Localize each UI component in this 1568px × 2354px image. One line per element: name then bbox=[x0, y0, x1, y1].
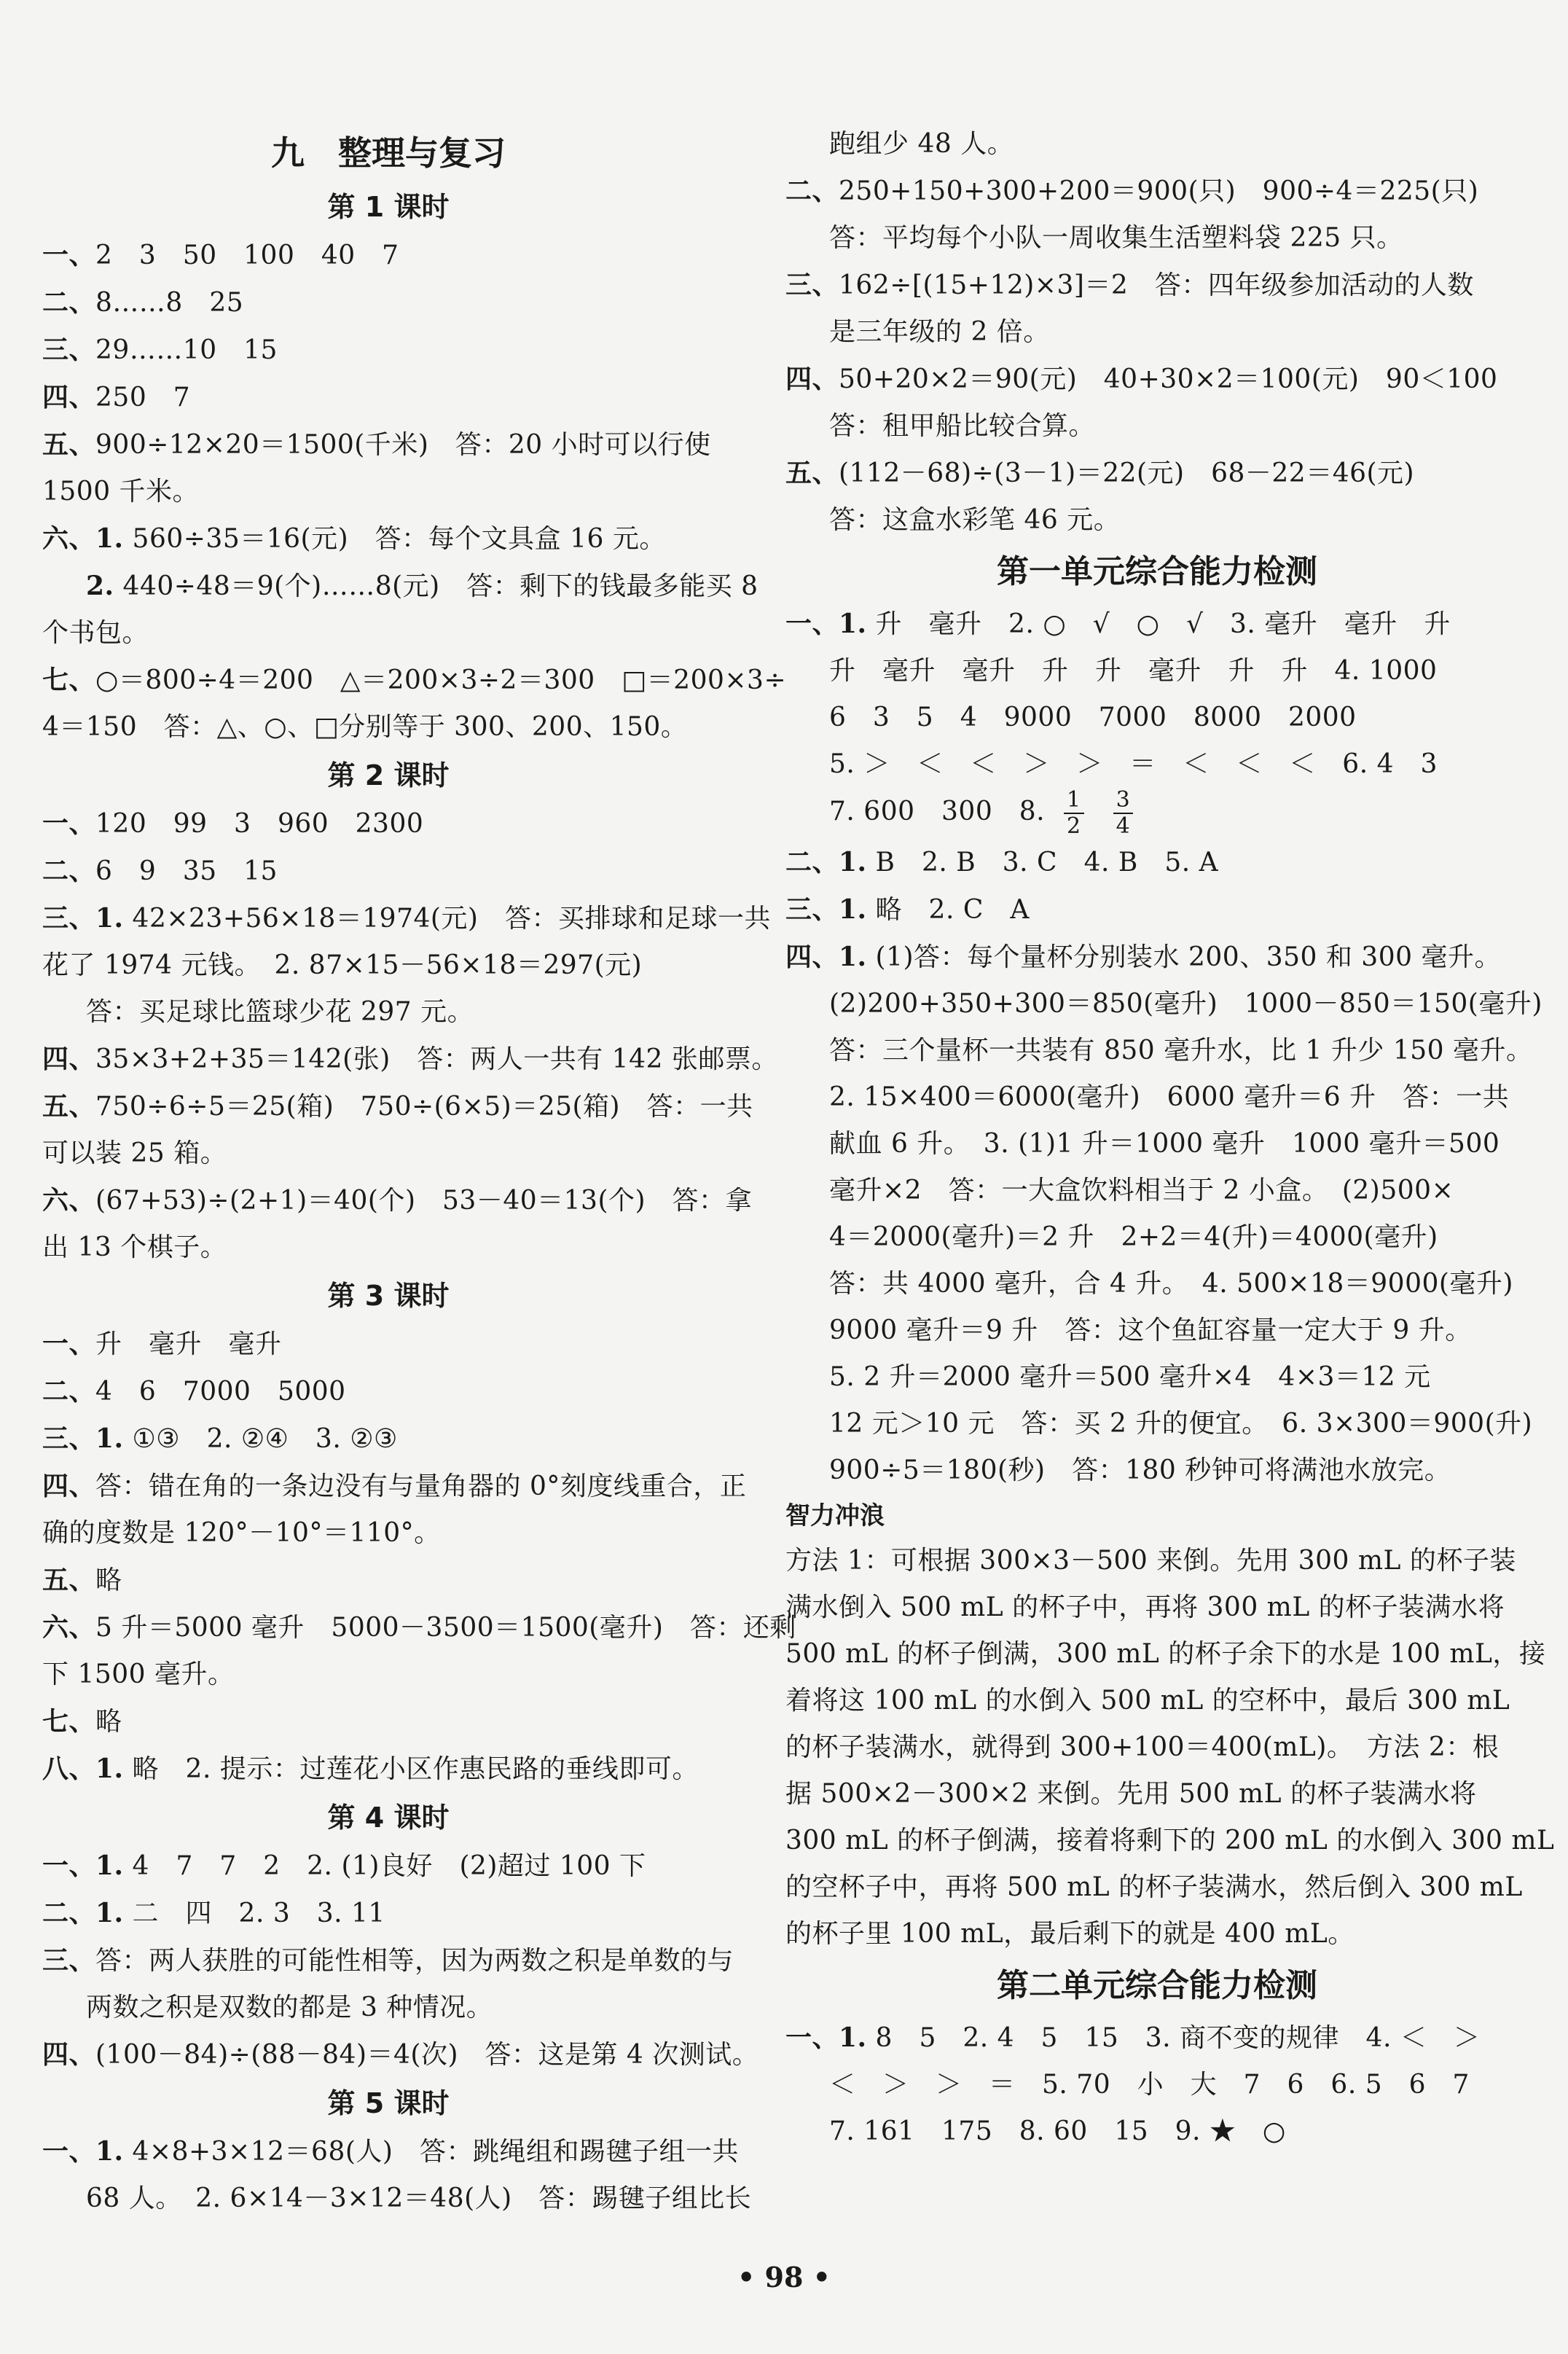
answer-text: 是三年级的 2 倍。 bbox=[829, 317, 1050, 347]
answer-line bbox=[42, 895, 771, 942]
puzzle-line: 满水倒入 500 mL 的杯子中，再将 300 mL 的杯子装满水将 bbox=[785, 1592, 1505, 1622]
question-label: 二、1. bbox=[42, 1898, 124, 1928]
fraction-1-numerator: 1 bbox=[1064, 788, 1084, 814]
answer-text: 1500 千米。 bbox=[42, 477, 200, 507]
question-label: 三、 bbox=[42, 335, 96, 365]
answer-line bbox=[42, 1036, 778, 1083]
answer-text: B 2. B 3. C 4. B 5. A bbox=[866, 848, 1219, 877]
answer-text: 9000 毫升＝9 升 答：这个鱼缸容量一定大于 9 升。 bbox=[829, 1315, 1472, 1345]
answer-text: 答：租甲船比较合算。 bbox=[829, 411, 1096, 441]
answer-line bbox=[42, 1321, 734, 1368]
answer-line bbox=[785, 981, 1542, 1028]
answer-line bbox=[42, 1985, 734, 2031]
answer-text: 花了 1974 元钱。 2. 87×15－56×18＝297(元) bbox=[42, 950, 643, 980]
answer-line bbox=[42, 1463, 747, 1510]
answer-text: 35×3+2+35＝142(张) 答：两人一共有 142 张邮票。 bbox=[95, 1044, 778, 1074]
answer-line bbox=[42, 2031, 759, 2079]
answer-text: 献血 6 升。 3. (1)1 升＝1000 毫升 1000 毫升＝500 bbox=[829, 1129, 1500, 1159]
question-label: 二、 bbox=[785, 176, 839, 206]
question-label: 一、 bbox=[42, 808, 96, 839]
unit-2-body bbox=[785, 2014, 1529, 2155]
answer-line bbox=[785, 168, 1529, 215]
puzzle-line: 的空杯子中，再将 500 mL 的杯子装满水，然后倒入 300 mL bbox=[785, 1872, 1523, 1902]
question-label: 六、 bbox=[42, 1612, 96, 1643]
answer-text: 升 毫升 2. ○ √ ○ √ 3. 毫升 毫升 升 bbox=[866, 609, 1451, 639]
lesson-1-body bbox=[42, 232, 787, 751]
answer-line bbox=[42, 469, 734, 515]
answer-line bbox=[785, 121, 1529, 168]
answer-text: 毫升×2 答：一大盒饮料相当于 2 小盒。 (2)500× bbox=[829, 1176, 1454, 1205]
answer-line bbox=[42, 800, 734, 848]
answer-text: 下 1500 毫升。 bbox=[42, 1659, 235, 1689]
answer-text: 答：两人获胜的可能性相等，因为两数之积是单数的与 bbox=[95, 1946, 734, 1976]
answer-line bbox=[42, 374, 734, 421]
question-label: 一、 bbox=[42, 1329, 96, 1359]
question-label: 三、1. bbox=[42, 1423, 124, 1454]
answer-text: 确的度数是 120°－10°＝110°。 bbox=[42, 1518, 441, 1548]
answer-line bbox=[42, 1557, 734, 1604]
answer-text: 900÷12×20＝1500(千米) 答：20 小时可以行使 bbox=[95, 430, 711, 460]
question-label: 二、 bbox=[42, 287, 96, 318]
fraction-three-quarters bbox=[1113, 788, 1134, 839]
unit-1-body-a bbox=[785, 601, 1529, 788]
answer-text: 升 毫升 毫升 bbox=[95, 1329, 282, 1359]
answer-line bbox=[785, 1121, 1529, 1168]
answer-text: 440÷48＝9(个)……8(元) 答：剩下的钱最多能买 8 bbox=[114, 571, 758, 601]
lesson-4-title: 第 4 课时 bbox=[327, 1802, 450, 1834]
answer-text: 个书包。 bbox=[42, 618, 149, 648]
question-label: 五、 bbox=[42, 429, 96, 460]
fraction-2-numerator: 3 bbox=[1113, 788, 1134, 814]
answer-line bbox=[42, 848, 734, 895]
question-label: 一、1. bbox=[42, 1850, 124, 1881]
question-label: 四、 bbox=[42, 382, 96, 412]
answer-text: 答：平均每个小队一周收集生活塑料袋 225 只。 bbox=[829, 223, 1403, 253]
fraction-1-denominator: 2 bbox=[1067, 813, 1081, 839]
question-label: 五、 bbox=[785, 458, 839, 488]
answer-text: (2)200+350+300＝850(毫升) 1000－850＝150(毫升) bbox=[829, 989, 1542, 1019]
answer-text: 2 3 50 100 40 7 bbox=[95, 241, 399, 270]
chapter-title: 九 整理与复习 bbox=[271, 133, 506, 173]
answer-line bbox=[42, 232, 734, 279]
fraction-line-prefix: 7. 600 300 8. bbox=[829, 797, 1046, 826]
answer-text: 4＝2000(毫升)＝2 升 2+2＝4(升)＝4000(毫升) bbox=[829, 1222, 1438, 1252]
answer-text: (1)答：每个量杯分别装水 200、350 和 300 毫升。 bbox=[866, 942, 1501, 972]
question-label: 四、 bbox=[785, 364, 839, 394]
answer-text: ①③ 2. ②④ 3. ②③ bbox=[123, 1424, 398, 1454]
lesson-3-body bbox=[42, 1321, 796, 1793]
answer-text: 答：买足球比篮球少花 297 元。 bbox=[86, 997, 474, 1027]
question-label: 五、 bbox=[42, 1565, 96, 1595]
lesson-2-title: 第 2 课时 bbox=[327, 759, 450, 791]
answer-text: 29……10 15 bbox=[95, 335, 278, 365]
puzzle-line: 方法 1：可根据 300×3－500 来倒。先用 300 mL 的杯子装 bbox=[785, 1546, 1516, 1576]
answer-line bbox=[785, 839, 1529, 886]
answer-text: 8 5 2. 4 5 15 3. 商不变的规律 4. ＜ ＞ bbox=[866, 2023, 1481, 2053]
answer-text: 出 13 个棋子。 bbox=[42, 1232, 227, 1262]
answer-line bbox=[42, 704, 734, 751]
answer-line bbox=[42, 1083, 753, 1130]
answer-text: 两数之积是双数的都是 3 种情况。 bbox=[86, 1993, 493, 2022]
answer-text: 12 元＞10 元 答：买 2 升的便宜。 6. 3×300＝900(升) bbox=[829, 1409, 1533, 1439]
unit-2-title: 第二单元综合能力检测 bbox=[997, 1967, 1317, 2004]
answer-text: 900÷5＝180(秒) 答：180 秒钟可将满池水放完。 bbox=[829, 1455, 1451, 1485]
answer-line bbox=[42, 942, 734, 989]
page-number: • 98 • bbox=[737, 2261, 831, 2294]
question-label: 三、 bbox=[785, 270, 839, 300]
puzzle-line: 着将这 100 mL 的水倒入 500 mL 的空杯中，最后 300 mL bbox=[785, 1686, 1510, 1716]
answer-line bbox=[785, 741, 1529, 788]
question-label: 五、 bbox=[42, 1091, 96, 1122]
answer-line bbox=[785, 262, 1529, 309]
question-label: 二、 bbox=[42, 1376, 96, 1407]
answer-text: 68 人。 2. 6×14－3×12＝48(人) 答：踢毽子组比长 bbox=[86, 2183, 752, 2213]
answer-line bbox=[785, 2062, 1529, 2108]
answer-text: 升 毫升 毫升 升 升 毫升 升 升 4. 1000 bbox=[829, 656, 1438, 686]
question-label: 一、1. bbox=[785, 2022, 867, 2053]
answer-line bbox=[785, 695, 1529, 741]
answer-text: 5. 2 升＝2000 毫升＝500 毫升×4 4×3＝12 元 bbox=[829, 1362, 1431, 1392]
answer-line bbox=[785, 215, 1529, 262]
answer-line bbox=[42, 279, 734, 326]
answer-text: 二 四 2. 3 3. 11 bbox=[123, 1899, 385, 1928]
question-label: 四、 bbox=[42, 1471, 96, 1501]
answer-text: 162÷[(15+12)×3]＝2 答：四年级参加活动的人数 bbox=[839, 270, 1474, 300]
answer-line bbox=[42, 1842, 734, 1890]
answer-line bbox=[785, 1214, 1529, 1261]
fraction-line bbox=[785, 788, 1529, 839]
answer-line bbox=[785, 1028, 1533, 1074]
puzzle-line: 的杯子里 100 mL，最后剩下的就是 400 mL。 bbox=[785, 1919, 1355, 1949]
question-label: 2. bbox=[86, 571, 114, 601]
answer-line bbox=[42, 1368, 734, 1415]
answer-line bbox=[42, 421, 734, 469]
answer-text: 6 9 35 15 bbox=[95, 856, 278, 886]
answer-line bbox=[42, 1937, 734, 1985]
answer-line bbox=[42, 1415, 734, 1463]
fraction-one-half bbox=[1064, 788, 1084, 839]
answer-line bbox=[785, 403, 1529, 450]
answer-text: 略 bbox=[95, 1707, 122, 1737]
answer-line bbox=[785, 1401, 1533, 1447]
answer-line bbox=[42, 1651, 734, 1698]
question-label: 七、 bbox=[42, 665, 96, 695]
answer-text: 5. ＞ ＜ ＜ ＞ ＞ ＝ ＜ ＜ ＜ 6. 4 3 bbox=[829, 749, 1438, 779]
lesson-5-body bbox=[42, 2128, 752, 2222]
answer-text: ○＝800÷4＝200 △＝200×3÷2＝300 □＝200×3÷ bbox=[95, 665, 787, 695]
answer-line bbox=[42, 1177, 753, 1224]
answer-line bbox=[42, 563, 758, 610]
answer-text: 4＝150 答：△、○、□分别等于 300、200、150。 bbox=[42, 712, 688, 742]
answer-text: 可以装 25 箱。 bbox=[42, 1138, 227, 1168]
puzzle-body bbox=[785, 1538, 1555, 1958]
answer-line bbox=[785, 1447, 1529, 1494]
answer-line bbox=[785, 2108, 1529, 2155]
answer-line bbox=[42, 1224, 734, 1271]
answer-text: 答：三个量杯一共装有 850 毫升水，比 1 升少 150 毫升。 bbox=[829, 1036, 1533, 1065]
unit-1-title: 第一单元综合能力检测 bbox=[997, 553, 1317, 590]
puzzle-title: 智力冲浪 bbox=[785, 1501, 885, 1530]
question-label: 四、1. bbox=[785, 942, 867, 972]
left-column bbox=[42, 124, 796, 2222]
answer-line bbox=[785, 2014, 1529, 2062]
answer-line bbox=[785, 497, 1529, 544]
answer-line bbox=[42, 1745, 734, 1793]
answer-text: 560÷35＝16(元) 答：每个文具盒 16 元。 bbox=[123, 524, 666, 554]
answer-text: ＜ ＞ ＞ ＝ 5. 70 小 大 7 6 6. 5 6 7 bbox=[829, 2070, 1470, 2100]
unit-1-body-b bbox=[785, 839, 1542, 1494]
lesson-5-continued bbox=[785, 121, 1529, 544]
answer-line bbox=[785, 450, 1529, 497]
answer-text: (100－84)÷(88－84)＝4(次) 答：这是第 4 次测试。 bbox=[95, 2040, 759, 2070]
answer-text: 4 7 7 2 2. (1)良好 (2)超过 100 下 bbox=[123, 1851, 646, 1881]
answer-line bbox=[42, 1604, 796, 1651]
fraction-2-denominator: 4 bbox=[1116, 813, 1131, 839]
question-label: 四、 bbox=[42, 1044, 96, 1074]
question-label: 六、1. bbox=[42, 523, 124, 554]
puzzle-line: 的杯子装满水，就得到 300+100＝400(mL)。 方法 2：根 bbox=[785, 1732, 1500, 1762]
answer-line bbox=[42, 515, 734, 563]
answer-line bbox=[42, 2175, 752, 2222]
answer-text: 跑组少 48 人。 bbox=[829, 129, 1014, 159]
lesson-5-title: 第 5 课时 bbox=[327, 2087, 450, 2119]
answer-line bbox=[785, 1261, 1529, 1307]
answer-text: 8……8 25 bbox=[95, 288, 244, 318]
question-label: 一、1. bbox=[785, 609, 867, 639]
answer-text: 120 99 3 960 2300 bbox=[95, 809, 424, 839]
answer-text: 略 2. C A bbox=[866, 895, 1030, 925]
puzzle-line: 300 mL 的杯子倒满，接着将剩下的 200 mL 的水倒入 300 mL bbox=[785, 1826, 1555, 1856]
answer-text: 略 2. 提示：过莲花小区作惠民路的垂线即可。 bbox=[123, 1754, 699, 1784]
answer-text: 5 升＝5000 毫升 5000－3500＝1500(毫升) 答：还剩 bbox=[95, 1613, 796, 1643]
answer-line bbox=[42, 610, 734, 657]
answer-line bbox=[785, 648, 1529, 695]
answer-line bbox=[785, 1354, 1529, 1401]
answer-text: 4 6 7000 5000 bbox=[95, 1377, 346, 1407]
question-label: 一、 bbox=[42, 240, 96, 270]
answer-text: 7. 161 175 8. 60 15 9. ★ ○ bbox=[829, 2116, 1286, 2146]
answer-text: 750÷6÷5＝25(箱) 750÷(6×5)＝25(箱) 答：一共 bbox=[95, 1092, 753, 1122]
answer-line bbox=[785, 309, 1529, 356]
answer-text: (112－68)÷(3－1)＝22(元) 68－22＝46(元) bbox=[839, 458, 1415, 488]
answer-text: 250+150+300+200＝900(只) 900÷4＝225(只) bbox=[839, 176, 1479, 206]
question-label: 一、1. bbox=[42, 2136, 124, 2167]
answer-text: 答：错在角的一条边没有与量角器的 0°刻度线重合，正 bbox=[95, 1471, 747, 1501]
answer-line bbox=[785, 356, 1529, 403]
question-label: 三、1. bbox=[785, 894, 867, 925]
question-label: 六、 bbox=[42, 1185, 96, 1216]
question-label: 七、 bbox=[42, 1706, 96, 1737]
answer-line bbox=[785, 1074, 1529, 1121]
answer-line bbox=[42, 657, 787, 704]
answer-line bbox=[42, 2128, 739, 2175]
puzzle-line: 500 mL 的杯子倒满，300 mL 的杯子余下的水是 100 mL，接 bbox=[785, 1639, 1546, 1669]
lesson-4-body bbox=[42, 1842, 759, 2079]
answer-text: 略 bbox=[95, 1565, 122, 1595]
answer-text: 答：这盒水彩笔 46 元。 bbox=[829, 505, 1121, 535]
answer-text: (67+53)÷(2+1)＝40(个) 53－40＝13(个) 答：拿 bbox=[95, 1186, 753, 1216]
lesson-1-title: 第 1 课时 bbox=[327, 191, 450, 223]
answer-text: 4×8+3×12＝68(人) 答：跳绳组和踢毽子组一共 bbox=[123, 2137, 739, 2167]
lesson-2-body bbox=[42, 800, 778, 1271]
answer-line bbox=[785, 1307, 1529, 1354]
answer-line bbox=[42, 1890, 734, 1937]
lesson-3-title: 第 3 课时 bbox=[327, 1280, 450, 1312]
answer-text: 6 3 5 4 9000 7000 8000 2000 bbox=[829, 703, 1357, 732]
answer-text: 2. 15×400＝6000(毫升) 6000 毫升＝6 升 答：一共 bbox=[829, 1082, 1510, 1112]
answer-text: 250 7 bbox=[95, 383, 191, 412]
answer-line bbox=[785, 886, 1529, 934]
answer-text: 50+20×2＝90(元) 40+30×2＝100(元) 90＜100 bbox=[839, 364, 1498, 394]
answer-line bbox=[785, 934, 1529, 981]
answer-line bbox=[42, 1510, 734, 1557]
answer-line bbox=[42, 1130, 734, 1177]
answer-line bbox=[42, 1698, 734, 1745]
question-label: 四、 bbox=[42, 2039, 96, 2070]
answer-line bbox=[785, 1168, 1529, 1214]
right-column bbox=[785, 121, 1555, 2155]
answer-text: 42×23+56×18＝1974(元) 答：买排球和足球一共 bbox=[123, 904, 771, 934]
answer-text: 答：共 4000 毫升，合 4 升。 4. 500×18＝9000(毫升) bbox=[829, 1269, 1513, 1299]
question-label: 三、1. bbox=[42, 903, 124, 934]
puzzle-line: 据 500×2－300×2 来倒。先用 500 mL 的杯子装满水将 bbox=[785, 1779, 1477, 1809]
question-label: 三、 bbox=[42, 1945, 96, 1976]
answer-line bbox=[42, 989, 734, 1036]
question-label: 二、1. bbox=[785, 847, 867, 877]
question-label: 二、 bbox=[42, 856, 96, 886]
answer-line bbox=[42, 326, 734, 374]
answer-line bbox=[785, 601, 1529, 648]
question-label: 八、1. bbox=[42, 1753, 124, 1784]
